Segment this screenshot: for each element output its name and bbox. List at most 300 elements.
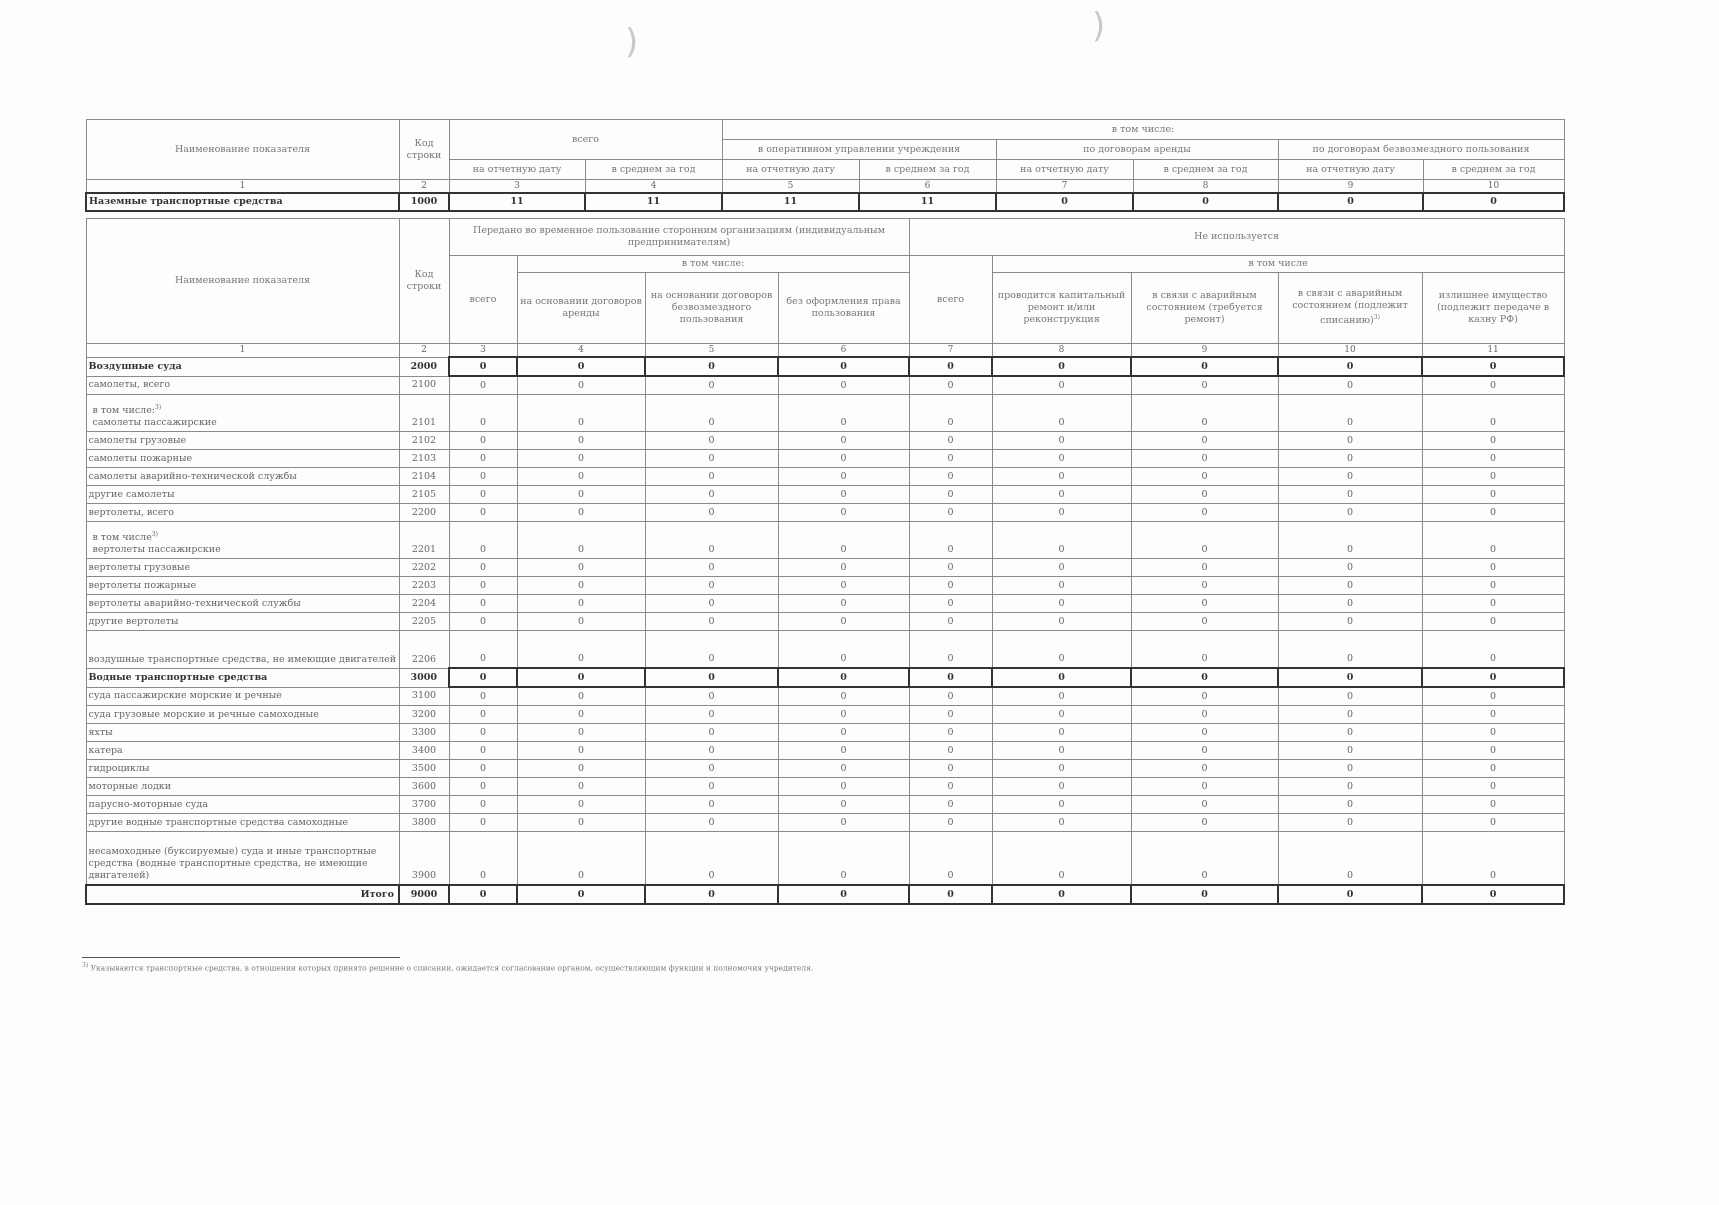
row-value: 0 <box>1422 668 1564 687</box>
row-value: 0 <box>449 376 517 395</box>
row-value: 0 <box>449 631 517 669</box>
row-value: 0 <box>1422 559 1564 577</box>
row-value: 0 <box>1131 559 1278 577</box>
row-value: 0 <box>778 668 909 687</box>
row-value: 0 <box>645 613 778 631</box>
row-value: 0 <box>1131 760 1278 778</box>
row-value: 0 <box>645 885 778 904</box>
row-name <box>86 814 399 832</box>
row-value: 0 <box>992 376 1131 395</box>
row-value: 0 <box>778 486 909 504</box>
row-value: 0 <box>1422 613 1564 631</box>
col-number: 10 <box>1423 180 1564 194</box>
row-value: 0 <box>517 522 645 559</box>
row-value: 0 <box>645 668 778 687</box>
col-number: 3 <box>449 344 517 358</box>
row-value: 0 <box>645 395 778 432</box>
row-value: 0 <box>1131 832 1278 886</box>
row-code: 3700 <box>399 796 449 814</box>
row-value: 0 <box>517 559 645 577</box>
row-value: 0 <box>645 631 778 669</box>
col-header: на основании договоров безвозмездного пользования <box>645 273 778 344</box>
row-name-text: самолеты, всего <box>88 379 171 391</box>
row-name <box>86 706 399 724</box>
row-value: 0 <box>909 687 992 706</box>
row-value: 0 <box>449 450 517 468</box>
row-value: 0 <box>909 832 992 886</box>
sub-header: в среднем за год <box>1423 160 1564 180</box>
code-header: Код строки <box>399 219 449 344</box>
row-value: 0 <box>778 832 909 886</box>
row-name-text: вертолеты пожарные <box>88 579 197 591</box>
row-code: 3400 <box>399 742 449 760</box>
row-value: 0 <box>992 486 1131 504</box>
row-name <box>86 668 399 687</box>
scan-mark-right: ) <box>1092 6 1106 46</box>
row-value: 0 <box>449 885 517 904</box>
row-name-text: самолеты пожарные <box>88 452 193 464</box>
row-value: 0 <box>1422 778 1564 796</box>
row-value: 0 <box>449 814 517 832</box>
row-value: 0 <box>449 778 517 796</box>
row-value: 0 <box>645 814 778 832</box>
col-header: в связи с аварийным состоянием (требуется ремонт) <box>1131 273 1278 344</box>
row-value: 0 <box>1278 885 1422 904</box>
row-name-text: самолеты пассажирские <box>92 417 217 428</box>
table-row <box>86 706 1564 724</box>
col-number: 8 <box>992 344 1131 358</box>
transferred-header: Передано во временное пользование сторонним организациям (индивидуальным предпринимателям) <box>449 219 909 256</box>
sub-header: в среднем за год <box>1133 160 1278 180</box>
row-value: 0 <box>909 668 992 687</box>
row-name <box>86 742 399 760</box>
row-value: 0 <box>1278 577 1422 595</box>
row-code: 3300 <box>399 724 449 742</box>
row-value: 0 <box>1131 522 1278 559</box>
row-value: 0 <box>992 687 1131 706</box>
col-number: 11 <box>1422 344 1564 358</box>
row-value: 0 <box>1422 796 1564 814</box>
row-name <box>86 450 399 468</box>
row-value: 0 <box>645 559 778 577</box>
row-value: 0 <box>645 522 778 559</box>
row-value: 0 <box>517 613 645 631</box>
row-value: 0 <box>992 885 1131 904</box>
table-row <box>86 468 1564 486</box>
row-name <box>86 832 399 886</box>
row-value: 0 <box>778 760 909 778</box>
col-number: 5 <box>645 344 778 358</box>
row-value: 0 <box>1422 522 1564 559</box>
footnote-ref: 3) <box>155 403 162 411</box>
row-value: 11 <box>722 193 859 211</box>
row-value: 0 <box>992 395 1131 432</box>
row-value: 0 <box>992 577 1131 595</box>
incl-header: в том числе: <box>722 120 1564 140</box>
row-value: 0 <box>992 613 1131 631</box>
name-header: Наименование показателя <box>86 219 399 344</box>
col-number: 4 <box>585 180 722 194</box>
row-value: 0 <box>449 668 517 687</box>
row-name <box>86 486 399 504</box>
row-code: 3900 <box>399 832 449 886</box>
sub-header: на отчетную дату <box>449 160 585 180</box>
row-value: 0 <box>909 450 992 468</box>
row-value: 0 <box>1131 468 1278 486</box>
row-value: 0 <box>1278 832 1422 886</box>
row-value: 0 <box>645 486 778 504</box>
table-row <box>86 742 1564 760</box>
row-value: 0 <box>1278 613 1422 631</box>
row-value: 0 <box>449 595 517 613</box>
table-row <box>86 687 1564 706</box>
row-value: 0 <box>909 376 992 395</box>
row-name <box>86 613 399 631</box>
row-value: 0 <box>1278 486 1422 504</box>
sub-header: на отчетную дату <box>722 160 859 180</box>
row-value: 0 <box>449 724 517 742</box>
row-name-text: гидроциклы <box>88 762 150 774</box>
not-used-header: Не используется <box>909 219 1564 256</box>
row-value: 0 <box>1422 577 1564 595</box>
row-value: 0 <box>1278 760 1422 778</box>
row-name-text: вертолеты, всего <box>88 506 175 518</box>
row-value: 0 <box>517 577 645 595</box>
row-name-text: моторные лодки <box>88 780 172 792</box>
row-value: 0 <box>1422 742 1564 760</box>
table-row <box>86 668 1564 687</box>
row-code: 2202 <box>399 559 449 577</box>
table-row <box>86 814 1564 832</box>
row-value: 0 <box>1131 687 1278 706</box>
row-value: 0 <box>992 450 1131 468</box>
row-value: 0 <box>909 814 992 832</box>
col-header <box>1278 273 1422 344</box>
row-code: 2100 <box>399 376 449 395</box>
row-value: 0 <box>778 613 909 631</box>
row-value: 0 <box>1422 760 1564 778</box>
row-value: 0 <box>909 885 992 904</box>
row-value: 0 <box>1278 595 1422 613</box>
row-value: 0 <box>778 706 909 724</box>
row-name <box>86 357 399 376</box>
col-number: 7 <box>996 180 1133 194</box>
row-value: 0 <box>909 760 992 778</box>
row-value: 0 <box>1278 559 1422 577</box>
row-value: 0 <box>996 193 1133 211</box>
row-value: 0 <box>1131 504 1278 522</box>
row-value: 0 <box>909 613 992 631</box>
row-value: 0 <box>1278 193 1423 211</box>
table-row <box>86 724 1564 742</box>
row-value: 0 <box>1131 814 1278 832</box>
row-value: 0 <box>778 687 909 706</box>
row-value: 0 <box>909 595 992 613</box>
row-value: 0 <box>778 724 909 742</box>
row-value: 0 <box>449 613 517 631</box>
row-name-text: суда грузовые морские и речные самоходные <box>88 708 319 720</box>
row-value: 0 <box>1278 724 1422 742</box>
row-value: 0 <box>1131 376 1278 395</box>
row-value: 0 <box>1422 631 1564 669</box>
col-number: 7 <box>909 344 992 358</box>
row-code: 2103 <box>399 450 449 468</box>
row-value: 0 <box>1422 687 1564 706</box>
total-header: всего <box>449 120 722 160</box>
row-name-text: вертолеты пассажирские <box>92 544 221 555</box>
row-name: Наземные транспортные средства <box>86 193 399 211</box>
row-name <box>86 631 399 669</box>
row-value: 0 <box>909 395 992 432</box>
row-value: 0 <box>1133 193 1278 211</box>
row-value: 0 <box>517 742 645 760</box>
row-value: 0 <box>909 486 992 504</box>
row-code: 2204 <box>399 595 449 613</box>
row-value: 0 <box>517 486 645 504</box>
row-name <box>86 504 399 522</box>
row-value: 0 <box>992 595 1131 613</box>
row-value: 0 <box>517 432 645 450</box>
row-value: 0 <box>517 395 645 432</box>
row-value: 0 <box>992 832 1131 886</box>
row-value: 0 <box>778 778 909 796</box>
row-value: 11 <box>585 193 722 211</box>
incl-header: в том числе <box>992 256 1564 273</box>
row-value: 0 <box>1131 796 1278 814</box>
row-value: 0 <box>645 687 778 706</box>
row-name-text: Водные транспортные средства <box>88 671 268 683</box>
row-value: 0 <box>909 522 992 559</box>
sub-header: в среднем за год <box>585 160 722 180</box>
row-code: 3600 <box>399 778 449 796</box>
row-value: 0 <box>1422 595 1564 613</box>
col-number: 5 <box>722 180 859 194</box>
row-value: 0 <box>909 432 992 450</box>
row-value: 0 <box>1278 742 1422 760</box>
row-value: 0 <box>1422 504 1564 522</box>
row-value: 0 <box>909 742 992 760</box>
row-value: 0 <box>1131 577 1278 595</box>
footnote <box>82 962 1482 973</box>
row-value: 0 <box>992 631 1131 669</box>
row-name-text: воздушные транспортные средства, не имеющие двигателей <box>88 653 397 665</box>
row-value: 0 <box>517 450 645 468</box>
sub-header: на отчетную дату <box>1278 160 1423 180</box>
row-value: 0 <box>449 486 517 504</box>
col-number: 1 <box>86 344 399 358</box>
row-code: 1000 <box>399 193 449 211</box>
row-name <box>86 522 399 559</box>
row-value: 0 <box>992 559 1131 577</box>
row-value: 0 <box>1422 885 1564 904</box>
row-value: 0 <box>909 357 992 376</box>
footnote-marker: 3) <box>82 962 89 969</box>
col-number: 4 <box>517 344 645 358</box>
row-name-text: вертолеты аварийно-технической службы <box>88 597 301 609</box>
row-value: 0 <box>449 357 517 376</box>
row-name <box>86 778 399 796</box>
row-value: 0 <box>645 504 778 522</box>
table-row <box>86 357 1564 376</box>
row-code: 3100 <box>399 687 449 706</box>
incl-label <box>93 402 397 417</box>
row-value: 0 <box>778 504 909 522</box>
row-value: 0 <box>645 432 778 450</box>
row-value: 0 <box>517 668 645 687</box>
footnote-ref: 3) <box>151 530 159 538</box>
row-value: 0 <box>517 687 645 706</box>
row-value: 0 <box>449 742 517 760</box>
row-value: 0 <box>517 376 645 395</box>
row-value: 0 <box>1422 724 1564 742</box>
land-transport-table <box>85 119 1565 212</box>
row-value: 0 <box>992 357 1131 376</box>
scan-mark-left: ) <box>625 22 639 62</box>
row-value: 0 <box>909 778 992 796</box>
row-name <box>86 595 399 613</box>
sub-header: в среднем за год <box>859 160 996 180</box>
row-value: 11 <box>449 193 585 211</box>
row-value: 0 <box>778 577 909 595</box>
row-value: 0 <box>449 432 517 450</box>
row-value: 0 <box>449 577 517 595</box>
table-row <box>86 193 1564 211</box>
col-number: 9 <box>1278 180 1423 194</box>
row-value: 0 <box>1131 595 1278 613</box>
row-value: 0 <box>992 468 1131 486</box>
row-value: 0 <box>1278 522 1422 559</box>
row-value: 0 <box>1422 486 1564 504</box>
row-value: 0 <box>992 760 1131 778</box>
row-name <box>86 724 399 742</box>
row-value: 0 <box>778 885 909 904</box>
row-code: 2203 <box>399 577 449 595</box>
row-value: 0 <box>645 760 778 778</box>
row-value: 0 <box>645 468 778 486</box>
row-value: 0 <box>645 832 778 886</box>
row-value: 0 <box>778 450 909 468</box>
row-code: 2206 <box>399 631 449 669</box>
row-value: 0 <box>1131 357 1278 376</box>
row-value: 0 <box>778 631 909 669</box>
row-value: 0 <box>1131 613 1278 631</box>
row-value: 0 <box>992 668 1131 687</box>
code-header: Код строки <box>399 120 449 180</box>
row-code: 2200 <box>399 504 449 522</box>
row-name-text: другие вертолеты <box>88 615 179 627</box>
table-row <box>86 796 1564 814</box>
col-number: 10 <box>1278 344 1422 358</box>
incl-label-text: в том числе: <box>92 405 156 416</box>
row-name <box>86 395 399 432</box>
row-name-text: самолеты грузовые <box>88 434 187 446</box>
row-value: 0 <box>1131 778 1278 796</box>
row-value: 0 <box>1422 432 1564 450</box>
row-value: 0 <box>517 468 645 486</box>
row-value: 0 <box>1278 778 1422 796</box>
row-value: 0 <box>517 796 645 814</box>
row-code: 3000 <box>399 668 449 687</box>
table-row <box>86 595 1564 613</box>
table-land-transport-section <box>85 119 1563 212</box>
row-code: 2201 <box>399 522 449 559</box>
row-value: 0 <box>1131 450 1278 468</box>
row-name-text: Воздушные суда <box>88 360 182 372</box>
row-value: 0 <box>1278 796 1422 814</box>
footnote-ref: 3) <box>1373 314 1380 322</box>
row-value: 0 <box>778 742 909 760</box>
row-code: 9000 <box>399 885 449 904</box>
row-value: 0 <box>645 577 778 595</box>
col-number: 2 <box>399 180 449 194</box>
row-value: 0 <box>1422 357 1564 376</box>
row-code: 2101 <box>399 395 449 432</box>
row-value: 0 <box>517 357 645 376</box>
table-row <box>86 613 1564 631</box>
row-value: 0 <box>1131 724 1278 742</box>
row-code: 2000 <box>399 357 449 376</box>
row-value: 0 <box>1131 432 1278 450</box>
row-name-text: парусно-моторные суда <box>88 798 208 810</box>
table-air-water-section <box>85 218 1563 905</box>
table-row <box>86 559 1564 577</box>
table-row <box>86 577 1564 595</box>
row-code: 2102 <box>399 432 449 450</box>
row-value: 0 <box>645 357 778 376</box>
row-value: 0 <box>1422 706 1564 724</box>
row-value: 0 <box>778 376 909 395</box>
row-value: 0 <box>1278 687 1422 706</box>
col-number: 2 <box>399 344 449 358</box>
row-value: 0 <box>1131 486 1278 504</box>
row-name <box>86 760 399 778</box>
row-value: 0 <box>449 687 517 706</box>
group-lease: по договорам аренды <box>996 140 1278 160</box>
row-code: 3800 <box>399 814 449 832</box>
row-value: 0 <box>517 595 645 613</box>
row-value: 0 <box>909 631 992 669</box>
row-value: 0 <box>1423 193 1564 211</box>
row-value: 0 <box>449 796 517 814</box>
row-name <box>86 687 399 706</box>
row-value: 0 <box>909 559 992 577</box>
row-name-text: яхты <box>88 726 113 738</box>
row-name-text: другие водные транспортные средства самоходные <box>88 816 349 828</box>
row-code: 2205 <box>399 613 449 631</box>
col-number: 6 <box>859 180 996 194</box>
col-number: 6 <box>778 344 909 358</box>
row-value: 0 <box>517 760 645 778</box>
row-name-text: суда пассажирские морские и речные <box>88 690 282 702</box>
row-value: 0 <box>992 724 1131 742</box>
row-name-text: другие самолеты <box>88 488 175 500</box>
row-value: 0 <box>778 432 909 450</box>
col-header: излишнее имущество (подлежит передаче в казну РФ) <box>1422 273 1564 344</box>
incl-label <box>93 529 397 544</box>
row-value: 0 <box>1278 357 1422 376</box>
row-value: 0 <box>1422 832 1564 886</box>
row-value: 0 <box>449 559 517 577</box>
row-value: 0 <box>645 778 778 796</box>
row-value: 0 <box>1278 468 1422 486</box>
row-value: 0 <box>992 796 1131 814</box>
row-value: 0 <box>1131 668 1278 687</box>
row-value: 11 <box>859 193 996 211</box>
footnote-text: Указываются транспортные средства, в отношении которых принято решение о списании, ожидается согласование органом, осуществляющим функции и полномочия учредителя. <box>90 963 814 973</box>
row-name-text: несамоходные (буксируемые) суда и иные транспортные средства (водные транспортные средства, не имеющие двигателей) <box>88 846 377 881</box>
row-value: 0 <box>517 631 645 669</box>
row-value: 0 <box>517 832 645 886</box>
